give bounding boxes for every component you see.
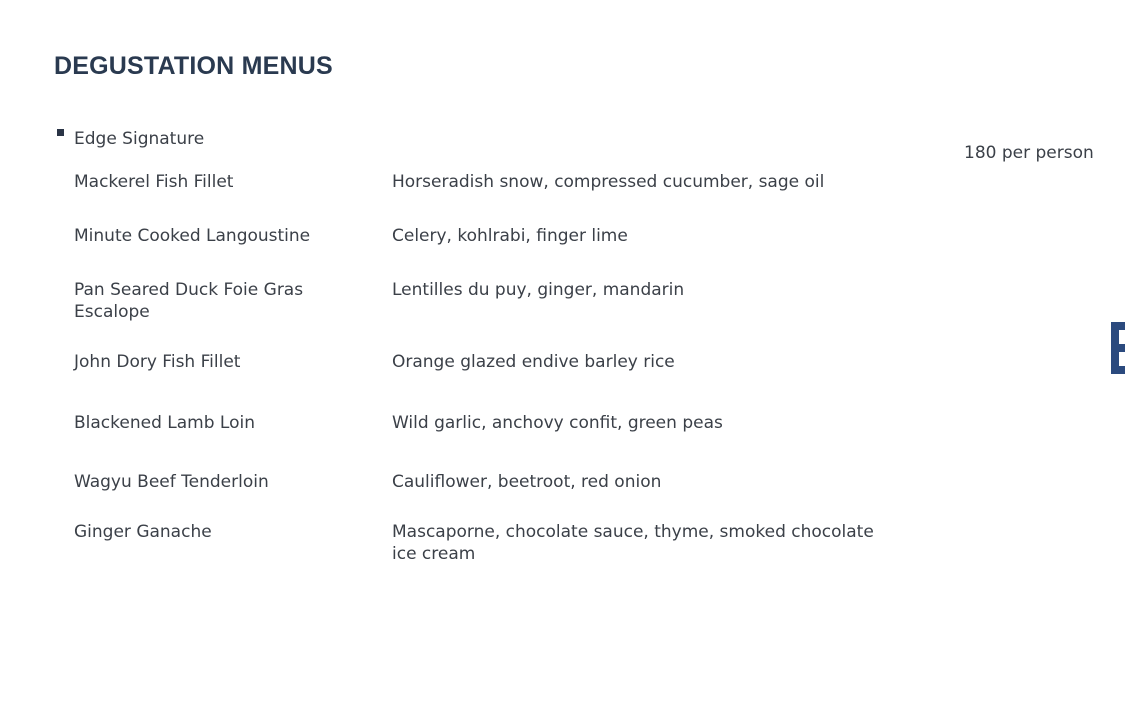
dish-name: Wagyu Beef Tenderloin bbox=[74, 472, 269, 492]
dish-name: John Dory Fish Fillet bbox=[74, 352, 241, 372]
dish-description: Mascaporne, chocolate sauce, thyme, smoked chocolate ice cream bbox=[392, 522, 874, 564]
dish-name: Ginger Ganache bbox=[74, 522, 212, 542]
page-title: DEGUSTATION MENUS bbox=[54, 52, 333, 80]
dish-description: Orange glazed endive barley rice bbox=[392, 352, 675, 372]
dish-name: Minute Cooked Langoustine bbox=[74, 226, 311, 246]
dish-description: Lentilles du puy, ginger, mandarin bbox=[392, 280, 685, 300]
dish-name: Mackerel Fish Fillet bbox=[74, 172, 234, 192]
dish-description: Cauliflower, beetroot, red onion bbox=[392, 472, 662, 492]
dish-name: Pan Seared Duck Foie Gras Escalope bbox=[74, 280, 304, 322]
dish-description: Wild garlic, anchovy confit, green peas bbox=[392, 413, 723, 433]
dish-name: Blackened Lamb Loin bbox=[74, 413, 255, 433]
dish-description: Celery, kohlrabi, finger lime bbox=[392, 226, 628, 246]
bullet-square-icon bbox=[57, 129, 64, 136]
letter-e-edge-icon bbox=[1109, 320, 1125, 376]
dish-description: Horseradish snow, compressed cucumber, sage oil bbox=[392, 172, 825, 192]
menu-price: 180 per person bbox=[964, 143, 1094, 163]
menu-name: Edge Signature bbox=[74, 129, 205, 149]
